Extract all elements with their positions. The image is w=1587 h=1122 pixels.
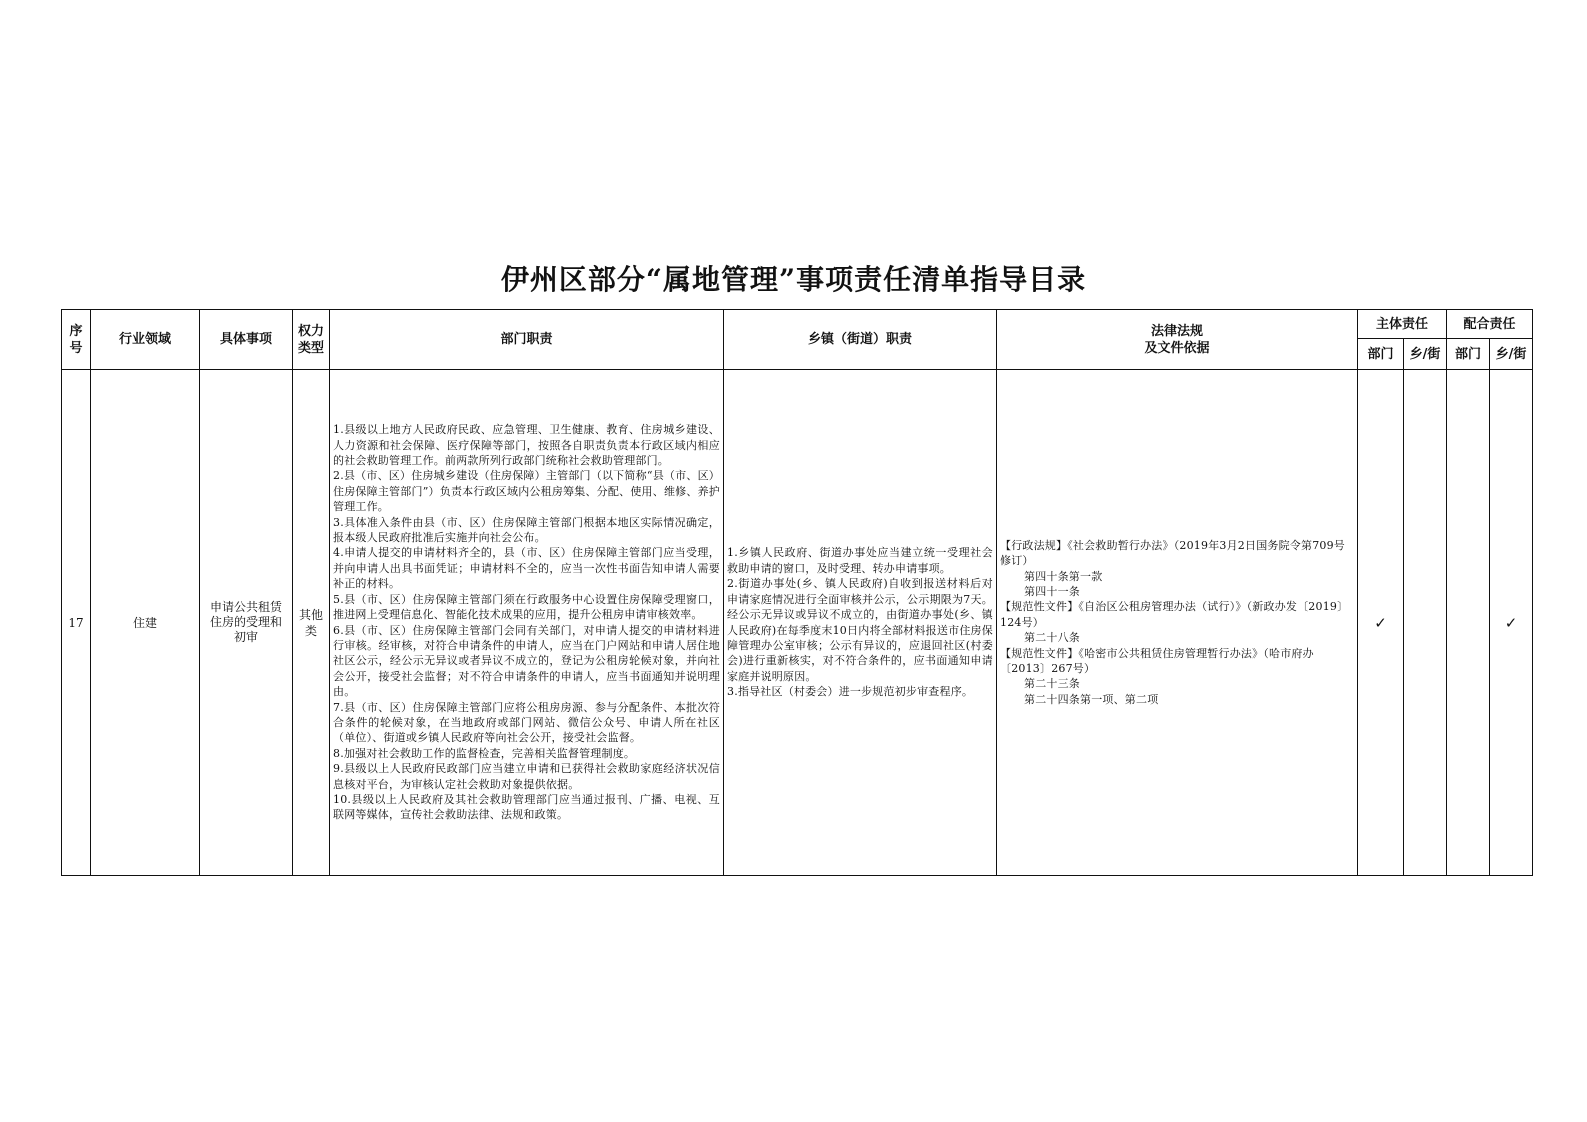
header-power-line2: 类型 <box>297 340 324 356</box>
header-dept-duty: 部门职责 <box>330 310 724 370</box>
cell-town-duty <box>724 370 997 876</box>
header-town-duty: 乡镇（街道）职责 <box>724 310 997 370</box>
dept-duty-item: 1.县级以上地方人民政府民政、应急管理、卫生健康、教育、住房城乡建设、人力资源和社会保障、医疗保障等部门，按照各自职责负责本行政区域内相应的社会救助管理工作。前两款所列行政部门统称社会救助管理部门。 <box>333 423 720 468</box>
dept-duty-item: 2.县（市、区）住房城乡建设（住房保障）主管部门（以下简称“县（市、区）住房保障主管部门”）负责本行政区域内公租房筹集、分配、使用、维修、养护管理工作。 <box>333 469 720 514</box>
dept-duty-item: 8.加强对社会救助工作的监督检查，完善相关监督管理制度。 <box>333 746 636 760</box>
header-industry: 行业领域 <box>91 310 200 370</box>
check-icon: ✓ <box>1504 613 1518 632</box>
page-title: 伊州区部分“属地管理”事项责任清单指导目录 <box>500 263 1087 296</box>
power-type-line2: 类 <box>304 623 317 638</box>
law-entry: 【规范性文件】《哈密市公共租赁住房管理暂行办法》（哈市府办〔2013〕267号） <box>1000 646 1314 676</box>
dept-duty-item: 3.具体准入条件由县（市、区）住房保障主管部门根据本地区实际情况确定，报本级人民政府批准后实施并向社会公布。 <box>333 515 720 545</box>
power-type-line1: 其他 <box>298 607 323 622</box>
cell-item: 申请公共租赁住房的受理和初审 <box>200 370 293 876</box>
town-duty-item: 3.指导社区（村委会）进一步规范初步审查程序。 <box>727 685 974 699</box>
header-law-line1: 法律法规 <box>1150 323 1203 339</box>
town-duty-item: 1.乡镇人民政府、街道办事处应当建立统一受理社会救助申请的窗口，及时受理、转办申请事项。 <box>727 546 993 575</box>
law-entry: 【规范性文件】《自治区公租房管理办法（试行）》（新政办发〔2019〕124号） <box>1000 600 1349 629</box>
header-seq-line2: 号 <box>69 340 83 356</box>
dept-duty-item: 6.县（市、区）住房保障主管部门会同有关部门，对申请人提交的申请材料进行审核。经审核，对符合申请条件的申请人，应当在门户网站和申请人居住地社区公示，经公示无异议或者异议不成立的，登记为公租房轮候对象，并向社会公开，接受社会监督；对不符合申请条件的申请人，应当书面通知并说明理由。 <box>333 623 720 699</box>
cell-industry: 住建 <box>91 370 200 876</box>
law-entry: 【行政法规】《社会救助暂行办法》（2019年3月2日国务院令第709号修订） <box>1000 538 1345 568</box>
cell-law-basis <box>997 370 1358 876</box>
law-article: 第二十四条第一项、第二项 <box>1024 692 1159 706</box>
cell-seq: 17 <box>62 370 91 876</box>
header-main-town: 乡/街 <box>1404 339 1447 370</box>
cell-power-type <box>293 370 330 876</box>
cell-coop-dept <box>1447 370 1490 876</box>
header-power-type <box>293 310 330 370</box>
header-coop-dept: 部门 <box>1447 339 1490 370</box>
header-seq-line1: 序 <box>69 323 83 339</box>
header-coop-responsibility: 配合责任 <box>1447 310 1533 339</box>
header-main-responsibility: 主体责任 <box>1358 310 1447 339</box>
dept-duty-item: 9.县级以上人民政府民政部门应当建立申请和已获得社会救助家庭经济状况信息核对平台，为审核认定社会救助对象提供依据。 <box>333 762 720 791</box>
cell-dept-duty <box>330 370 724 876</box>
header-law-basis <box>997 310 1358 370</box>
header-coop-town: 乡/街 <box>1490 339 1533 370</box>
header-law-line2: 及文件依据 <box>1144 340 1210 356</box>
cell-main-town <box>1404 370 1447 876</box>
town-duty-item: 2.街道办事处(乡、镇人民政府)自收到报送材料后对申请家庭情况进行全面审核并公示，公示期限为7天。经公示无异议或异议不成立的，由街道办事处(乡、镇人民政府)在每季度末10日内将全部材料报送市住房保障管理办公室审核；公示有异议的，应退回社区(村委会)进行重新核实，对不符合条件的，应书面通知申请家庭并说明原因。 <box>727 577 993 683</box>
header-main-dept: 部门 <box>1358 339 1404 370</box>
law-article: 第四十条第一款 <box>1024 569 1103 583</box>
header-seq <box>62 310 91 370</box>
dept-duty-item: 4.申请人提交的申请材料齐全的，县（市、区）住房保障主管部门应当受理，并向申请人出具书面凭证；申请材料不全的，应当一次性书面告知申请人需要补正的材料。 <box>333 546 720 591</box>
cell-main-dept <box>1358 370 1404 876</box>
dept-duty-item: 5.县（市、区）住房保障主管部门须在行政服务中心设置住房保障受理窗口，推进网上受理信息化、智能化技术成果的应用，提升公租房申请审核效率。 <box>333 592 720 622</box>
dept-duty-item: 7.县（市、区）住房保障主管部门应将公租房房源、参与分配条件、本批次符合条件的轮候对象，在当地政府或部门网站、微信公众号、申请人所在社区（单位）、街道或乡镇人民政府等向社会公开，接受社会监督。 <box>333 700 720 745</box>
law-article: 第四十一条 <box>1024 584 1080 598</box>
header-item: 具体事项 <box>200 310 293 370</box>
cell-coop-town <box>1490 370 1533 876</box>
header-power-line1: 权力 <box>297 323 324 339</box>
table-row <box>62 370 1533 876</box>
law-article: 第二十八条 <box>1024 631 1080 645</box>
check-icon: ✓ <box>1374 613 1387 632</box>
dept-duty-item: 10.县级以上人民政府及其社会救助管理部门应当通过报刊、广播、电视、互联网等媒体，宣传社会救助法律、法规和政策。 <box>333 792 720 822</box>
duty-table <box>61 309 1533 876</box>
law-article: 第二十三条 <box>1024 677 1080 691</box>
